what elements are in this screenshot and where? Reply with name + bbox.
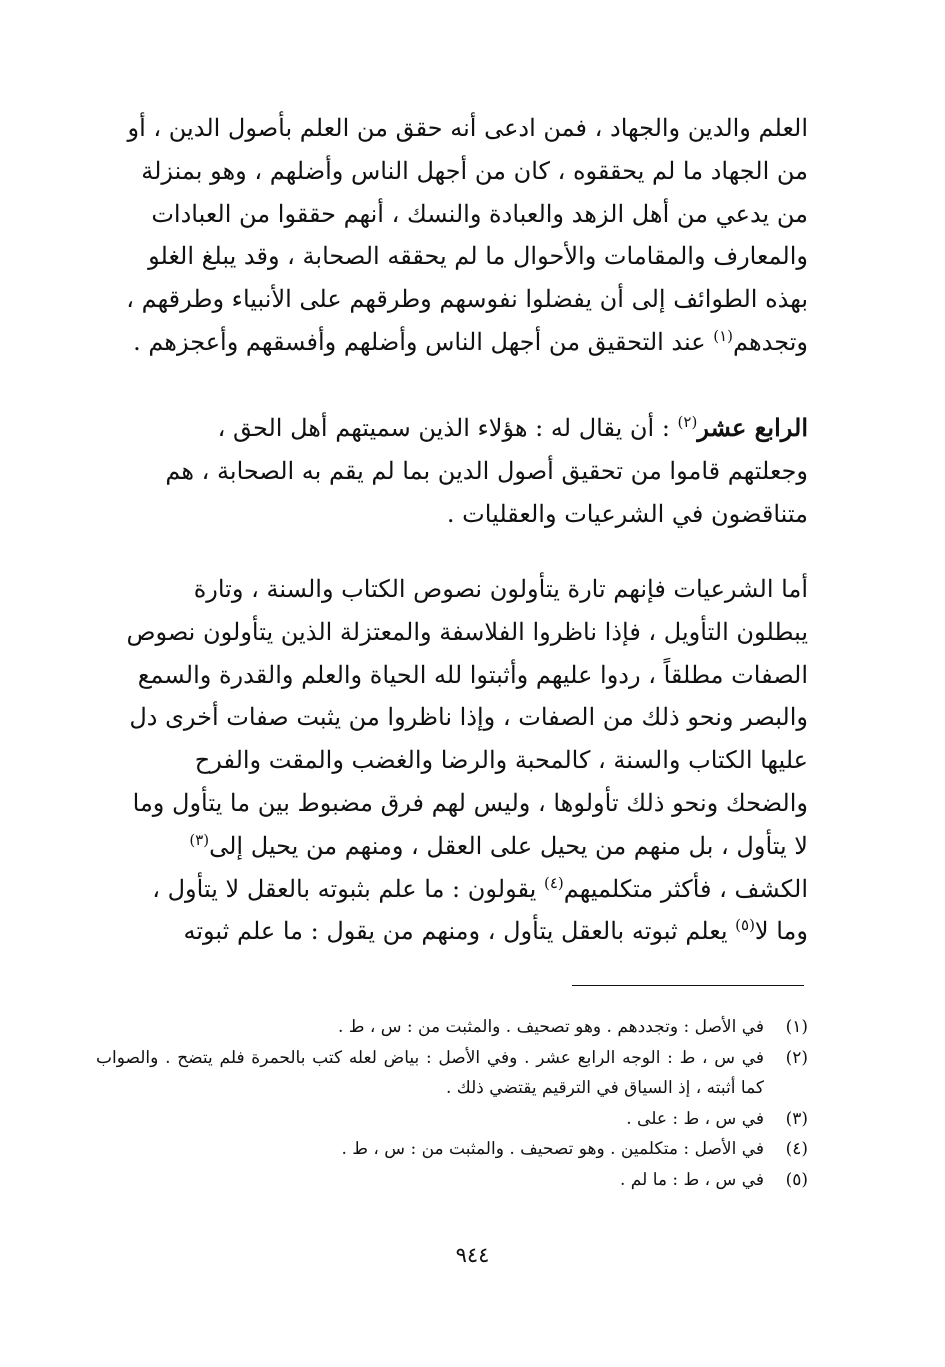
paragraph-line: [96, 825, 808, 868]
paragraph-line: والمعارف والمقامات والأحوال ما لم يحققه الصحابة ، وقد يبلغ الغلو: [148, 242, 808, 271]
footnote-item: [96, 1012, 808, 1043]
paragraph-line: وجعلتهم قاموا من تحقيق أصول الدين بما لم يقم به الصحابة ، هم: [165, 456, 808, 485]
paragraph-line: [96, 407, 808, 450]
footnote-text: في الأصل : متكلمين . وهو تصحيف . والمثبت من : س ، ط .: [341, 1139, 764, 1159]
footnote-text: في س ، ط : على .: [626, 1108, 764, 1129]
footnote-number: (٢): [785, 1047, 808, 1068]
paragraph-line: [96, 868, 808, 911]
footnote-text: في س ، ط : الوجه الرابع عشر . وفي الأصل : بياض لعله كتب بالحمرة فلم يتضح . والصواب كما أثبته ، إذ السياق في الترقيم يقتضي ذلك .: [96, 1047, 764, 1098]
paragraph-line: والبصر ونحو ذلك من الصفات ، وإذا ناظروا من يثبت صفات أخرى دل: [129, 703, 808, 732]
footnote-number: (٥): [785, 1169, 808, 1190]
footnote-item: [96, 1104, 808, 1135]
text-fragment: : أن يقال له : هؤلاء الذين سميتهم أهل الحق ،: [217, 414, 678, 442]
paragraph-line: [96, 910, 808, 953]
footnote-separator: [572, 985, 804, 986]
paragraph-line: عليها الكتاب والسنة ، كالمحبة والرضا والغضب والمقت والفرح: [194, 746, 808, 775]
paragraph-3: [96, 568, 808, 953]
text-fragment: عند التحقيق من أجهل الناس وأضلهم وأفسقهم وأعجزهم .: [133, 327, 714, 356]
text-fragment: يعلم ثبوته بالعقل يتأول ، ومنهم من يقول : ما علم ثبوته: [183, 917, 736, 946]
footnote-number: (١): [785, 1017, 808, 1037]
footnote-item: [96, 1165, 808, 1196]
section-heading: الرابع عشر: [697, 413, 808, 442]
paragraph-line: والضحك ونحو ذلك تأولوها ، وليس لهم فرق مضبوط بين ما يتأول وما: [132, 788, 808, 817]
footnote-number: (٣): [785, 1108, 808, 1129]
paragraph-line: يبطلون التأويل ، فإذا ناظروا الفلاسفة والمعتزلة الذين يتأولون نصوص: [126, 617, 808, 646]
paragraph-line: العلم والدين والجهاد ، فمن ادعى أنه حقق من العلم بأصول الدين ، أو: [127, 114, 808, 142]
paragraph-line: الصفات مطلقاً ، ردوا عليهم وأثبتوا لله الحياة والعلم والقدرة والسمع: [137, 660, 808, 689]
paragraph-2: [96, 407, 808, 535]
text-fragment: الكشف ، فأكثر متكلميهم: [563, 874, 808, 903]
paragraph-line: من يدعي من أهل الزهد والعبادة والنسك ، أنهم حققوا من العبادات: [151, 199, 808, 228]
footnote-reference: (٣): [189, 830, 210, 849]
paragraph-1: [96, 107, 808, 364]
footnote-reference: (١): [713, 326, 733, 345]
paragraph-line: أما الشرعيات فإنهم تارة يتأولون نصوص الكتاب والسنة ، وتارة: [193, 575, 808, 603]
text-fragment: يقولون : ما علم بثبوته بالعقل لا يتأول ،: [152, 874, 544, 903]
footnote-text: في الأصل : وتجددهم . وهو تصحيف . والمثبت من : س ، ط .: [337, 1017, 764, 1037]
footnote-reference: (٢): [677, 413, 698, 431]
footnote-item: [96, 1134, 808, 1165]
footnote-item: [96, 1043, 808, 1104]
paragraph-line: متناقضون في الشرعيات والعقليات .: [446, 499, 808, 528]
footnotes: [96, 1012, 808, 1195]
footnote-text: في س ، ط : ما لم .: [620, 1169, 764, 1190]
paragraph-line: من الجهاد ما لم يحققوه ، كان من أجهل الناس وأضلهم ، وهو بمنزلة: [141, 156, 808, 185]
paragraph-line: بهذه الطوائف إلى أن يفضلوا نفوسهم وطرقهم على الأنبياء وطرقهم ،: [126, 285, 808, 314]
footnote-number: (٤): [785, 1139, 808, 1159]
text-fragment: وتجدهم: [733, 327, 808, 356]
text-fragment: لا يتأول ، بل منهم من يحيل على العقل ، ومنهم من يحيل إلى: [209, 831, 808, 860]
paragraph-line: [96, 321, 808, 364]
text-fragment: وما لا: [754, 917, 808, 946]
page-number: ٩٤٤: [455, 1243, 490, 1267]
footnote-reference: (٤): [543, 873, 564, 892]
footnote-reference: (٥): [735, 916, 755, 935]
